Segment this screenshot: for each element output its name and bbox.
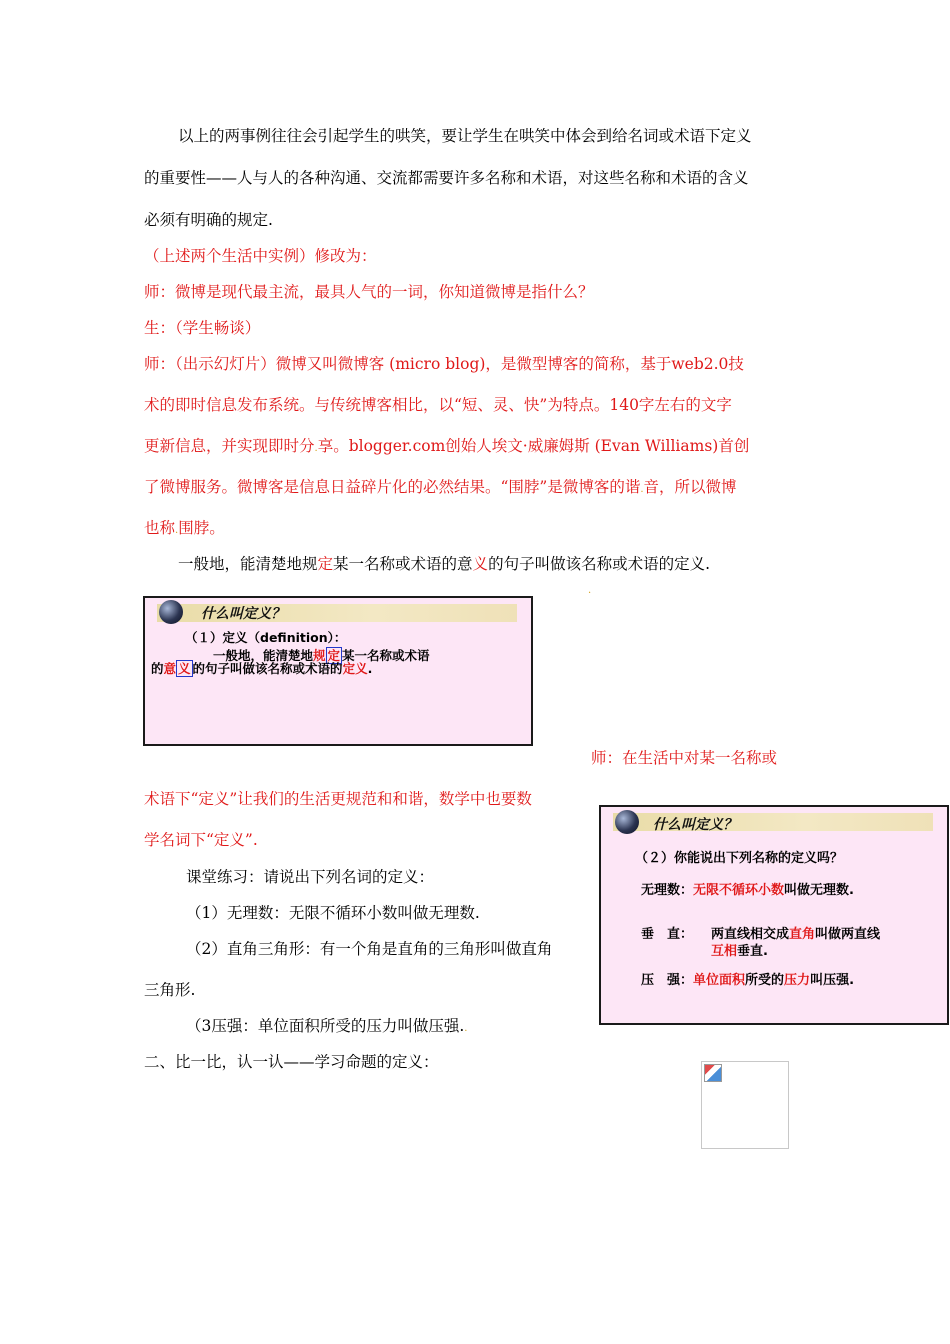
slide-question: （２）你能说出下列名称的定义吗？ — [635, 851, 844, 866]
exercise-item: 三角形. — [144, 981, 196, 999]
teacher-explanation-line: 术的即时信息发布系统。与传统博客相比，以“短、灵、快”为特点。140字左右的文字 — [144, 396, 732, 414]
globe-icon — [159, 600, 183, 624]
slide-subtitle: （１）定义（definition）： — [185, 630, 347, 645]
teacher-remark-line: 学名词下“定义”. — [144, 831, 258, 849]
paragraph-line: 必须有明确的规定. — [144, 211, 273, 229]
teacher-explanation-line: 更新信息，并实现即时分.享。blogger.com创始人埃文·威廉姆斯 (Evan Williams)首创 — [144, 437, 750, 455]
teacher-explanation-line: 师：（出示幻灯片）微博又叫微博客 (micro blog)，是微型博客的简称，基于web2.0技 — [144, 355, 744, 373]
globe-icon — [615, 810, 639, 834]
exercise-item: （3压强：单位面积所受的压力叫做压强.. — [186, 1017, 468, 1035]
definition-sentence: 一般地，能清楚地规定某一名称或术语的意义的句子叫做该名称或术语的定义. — [178, 555, 710, 573]
teacher-question: 师：微博是现代最主流，最具人气的一词，你知道微博是指什么？ — [144, 283, 594, 301]
student-response: 生：（学生畅谈） — [144, 319, 261, 337]
exercise-item: （1）无理数：无限不循环小数叫做无理数. — [186, 904, 480, 922]
teacher-remark-line: 师：在生活中对某一名称或 — [591, 749, 778, 767]
slide-definition-label: 垂 直： — [641, 927, 694, 942]
slide-title: 什么叫定义？ — [201, 606, 285, 622]
paragraph-line: 以上的两事例往往会引起学生的哄笑，要让学生在哄笑中体会到给名词或术语下定义 — [178, 127, 752, 145]
definition-slide-image — [143, 596, 533, 746]
broken-image-placeholder — [701, 1061, 789, 1149]
slide-definition: 无理数：无限不循环小数叫做无理数. — [641, 883, 854, 898]
slide-definition: 压 强：单位面积所受的压力叫压强. — [641, 973, 855, 988]
slide-line: 的意 义 的句子叫做该名称或术语的定义. — [151, 661, 373, 676]
section-heading: 二、比一比，认一认——学习命题的定义： — [144, 1053, 439, 1071]
slide-line: 一般地，能清楚地规 定 某一名称或术语 — [213, 648, 430, 663]
exercise-intro: 课堂练习：请说出下列名词的定义： — [186, 868, 435, 886]
teacher-explanation-line: 了微博服务。微博客是信息日益碎片化的必然结果。“围脖”是微博客的谐.音，所以微博 — [144, 478, 737, 496]
revision-note: （上述两个生活中实例）修改为： — [144, 247, 377, 265]
teacher-remark-line: 术语下“定义”让我们的生活更规范和和谐，数学中也要数 — [144, 790, 532, 808]
paragraph-line: 的重要性——人与人的各种沟通、交流都需要许多名称和术语，对这些名称和术语的含义 — [144, 169, 749, 187]
teacher-explanation-line: 也称.围脖。 — [144, 519, 225, 537]
slide-title: 什么叫定义？ — [653, 817, 737, 833]
slide-definition: 互相垂直. — [711, 944, 768, 959]
broken-image-icon — [704, 1064, 722, 1082]
stray-dot: . — [588, 585, 592, 596]
slide-definition: 两直线相交成直角叫做两直线 — [711, 927, 881, 942]
definition-examples-slide-image — [599, 805, 949, 1025]
exercise-item: （2）直角三角形：有一个角是直角的三角形叫做直角 — [186, 940, 553, 958]
